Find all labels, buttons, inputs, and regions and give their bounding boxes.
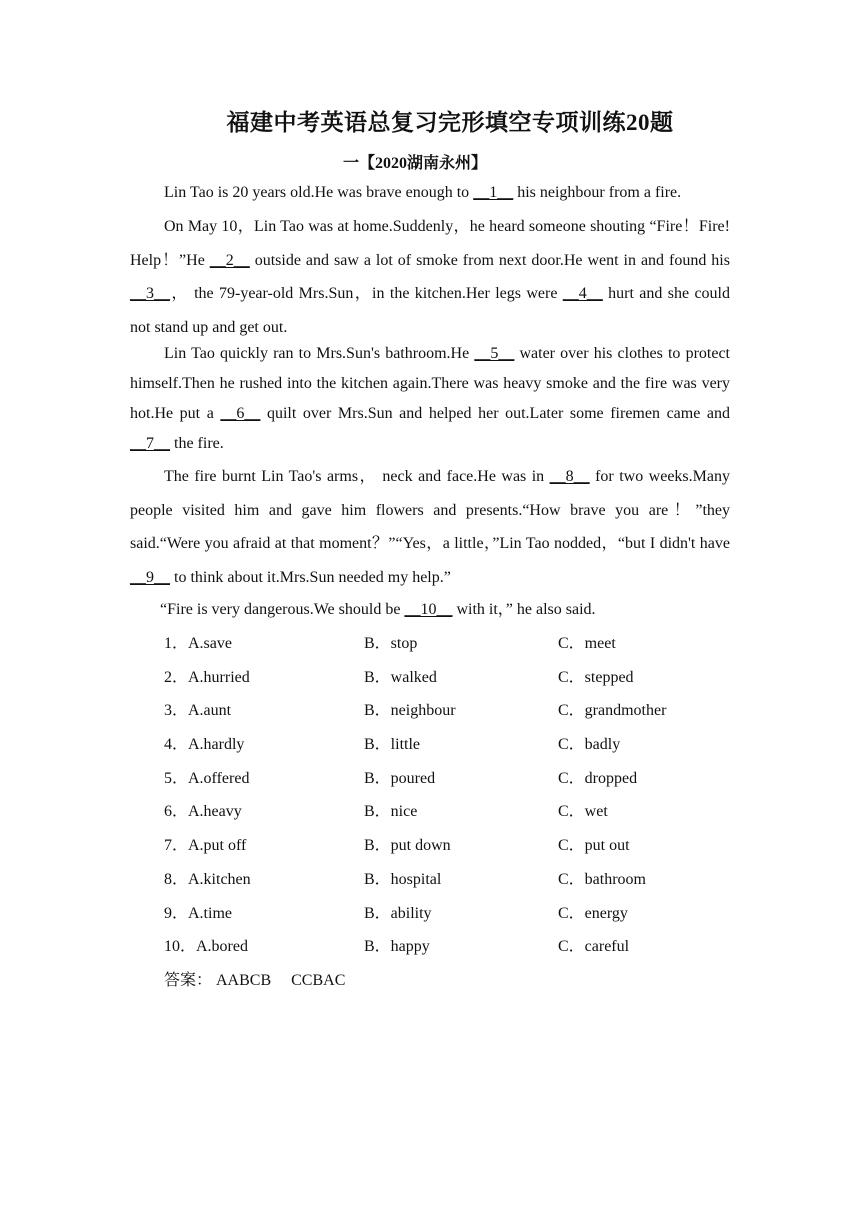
blank-5: __5__ bbox=[474, 345, 515, 362]
passage-text: Lin Tao is 20 years old.He was brave enough to bbox=[164, 184, 474, 201]
option-a: 7．A.put off bbox=[164, 837, 247, 855]
passage-paragraph-1 bbox=[130, 178, 730, 208]
blank-1: __1__ bbox=[473, 184, 514, 201]
document-title: 福建中考英语总复习完形填空专项训练20题 bbox=[226, 110, 674, 135]
option-a: 9．A.time bbox=[164, 904, 232, 922]
answer-key: 答案： AABCB CCBAC bbox=[164, 972, 346, 989]
option-b: B．walked bbox=[364, 668, 437, 686]
option-c: C．stepped bbox=[558, 668, 634, 686]
passage-text: his neighbour from a fire. bbox=[513, 184, 682, 201]
option-b: B．put down bbox=[364, 837, 451, 855]
passage-text: “Fire is very dangerous.We should be bbox=[160, 601, 405, 618]
passage-paragraph-3 bbox=[130, 339, 730, 459]
option-b: B．poured bbox=[364, 769, 436, 787]
option-a: 1．A.save bbox=[164, 635, 232, 652]
option-c: C．careful bbox=[558, 938, 630, 956]
passage-paragraph-5 bbox=[130, 595, 730, 625]
option-b: B．hospital bbox=[364, 870, 442, 888]
option-b: B．stop bbox=[364, 635, 418, 652]
option-a: 3．A.aunt bbox=[164, 702, 232, 720]
passage-paragraph-4 bbox=[130, 460, 730, 595]
option-b: B．happy bbox=[364, 938, 430, 956]
blank-10: __10__ bbox=[404, 601, 453, 618]
blank-6: __6__ bbox=[220, 405, 261, 422]
passage-text: On May 10，Lin Tao was at home.Suddenly，he heard someone shouting “Fire！Fire! Help！”He bbox=[130, 218, 730, 269]
option-c: C．badly bbox=[558, 736, 621, 754]
option-c: C．grandmother bbox=[558, 702, 667, 720]
blank-2: __2__ bbox=[209, 251, 250, 269]
option-a: 8．A.kitchen bbox=[164, 870, 251, 888]
blank-9: __9__ bbox=[130, 569, 170, 587]
option-c: C．dropped bbox=[558, 769, 638, 787]
passage-text: ， the 79-year-old Mrs.Sun，in the kitchen.Her legs were bbox=[170, 285, 563, 302]
option-a: 5．A.offered bbox=[164, 769, 250, 787]
passage-text: Lin Tao quickly ran to Mrs.Sun's bathroom.He bbox=[164, 345, 475, 362]
passage-text: the fire. bbox=[170, 435, 224, 452]
passage-text: with it，” he also said. bbox=[452, 601, 596, 618]
passage-text: for two weeks.Many people visited him and gave him flowers and presents.“How brave you are！”they said.“Were you afraid at that moment？”“Yes，a little，”Lin Tao nodded，“but I didn't have bbox=[130, 468, 730, 553]
option-c: C．wet bbox=[558, 803, 608, 821]
option-c: C．bathroom bbox=[558, 870, 646, 888]
passage-text: quilt over Mrs.Sun and helped her out.Later some firemen came and bbox=[260, 405, 730, 422]
option-b: B．neighbour bbox=[364, 702, 456, 720]
option-a: 2．A.hurried bbox=[164, 668, 250, 686]
blank-8: __8__ bbox=[549, 468, 590, 485]
passage-text: to think about it.Mrs.Sun needed my help.” bbox=[170, 569, 451, 587]
blank-4: __4__ bbox=[562, 285, 603, 302]
option-c: C．energy bbox=[558, 904, 628, 922]
section-heading: 一【2020湖南永州】 bbox=[343, 155, 488, 172]
option-a: 6．A.heavy bbox=[164, 803, 242, 821]
passage-text: water over his clothes to protect himself.Then he rushed into the kitchen again.There was heavy smoke and the fire was very hot.He put a bbox=[130, 345, 730, 422]
option-a: 10．A.bored bbox=[164, 938, 248, 956]
option-c: C．meet bbox=[558, 635, 616, 652]
option-c: C．put out bbox=[558, 837, 630, 855]
passage-paragraph-2 bbox=[130, 210, 730, 344]
option-b: B．little bbox=[364, 736, 421, 754]
passage-text: The fire burnt Lin Tao's arms， neck and face.He was in bbox=[164, 468, 550, 485]
blank-7: __7__ bbox=[130, 435, 170, 452]
option-a: 4．A.hardly bbox=[164, 736, 245, 754]
passage-text: outside and saw a lot of smoke from next door.He went in and found his bbox=[249, 251, 730, 269]
blank-3: __3__ bbox=[130, 285, 170, 302]
passage-text: hurt and she could not stand up and get out. bbox=[130, 285, 730, 336]
option-b: B．ability bbox=[364, 904, 432, 922]
option-b: B．nice bbox=[364, 803, 418, 821]
